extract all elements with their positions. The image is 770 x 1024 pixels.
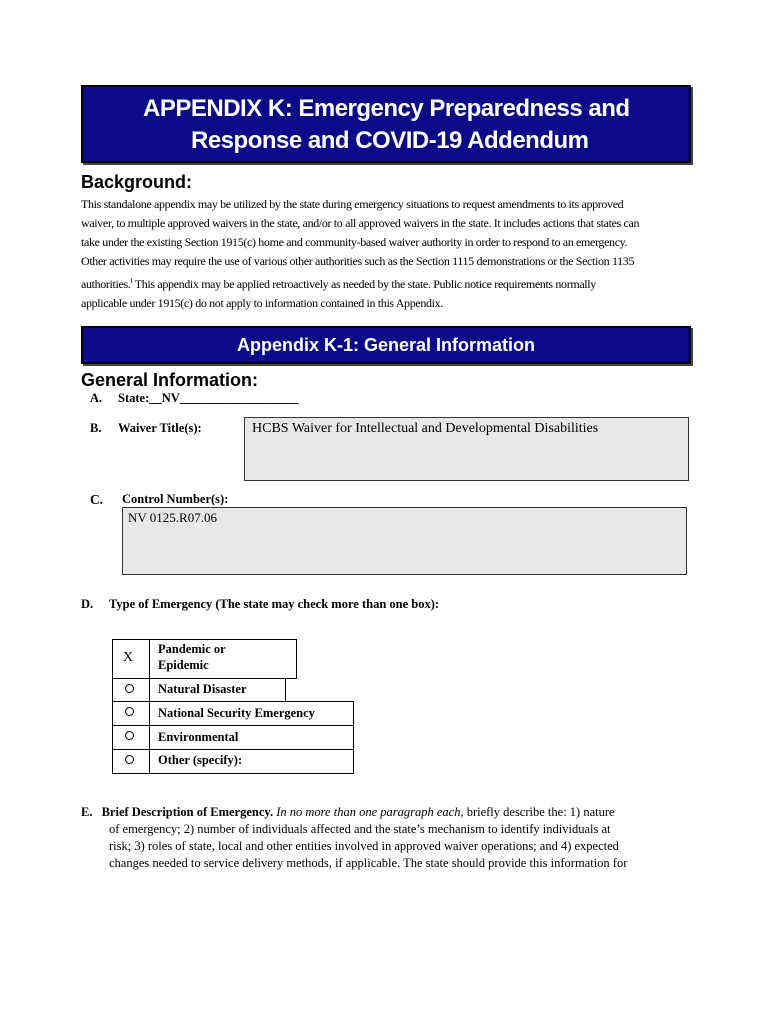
emergency-label-text: Pandemic or	[158, 642, 226, 656]
emergency-checkbox-national-security[interactable]	[112, 701, 150, 726]
emergency-checkbox-natural-disaster[interactable]	[112, 678, 150, 702]
control-number-value: NV 0125.R07.06	[128, 510, 217, 525]
footnote-marker[interactable]: i	[130, 276, 133, 285]
item-e-line: of emergency; 2) number of individuals affected and the state’s mechanism to identify individuals at	[109, 822, 611, 836]
background-line: Other activities may require the use of various other authorities such as the Section 1115 demonstrations or the Section 1135	[81, 254, 635, 268]
item-e-bold: Brief Description of Emergency.	[101, 805, 274, 819]
emergency-label-text: Natural Disaster	[158, 682, 247, 696]
item-c-label: C.	[90, 492, 104, 507]
background-line: take under the existing Section 1915(c) home and community-based waiver authority in order to respond to an emergency.	[81, 235, 628, 249]
emergency-label-pandemic	[149, 639, 297, 679]
item-e-label: E.	[81, 805, 93, 819]
item-e-line: risk; 3) roles of state, local and other entities involved in approved waiver operations; and 4) expected	[109, 839, 619, 853]
item-e-rest: , briefly describe the: 1) nature	[460, 805, 615, 819]
checkbox-mark: X	[123, 650, 134, 665]
emergency-label-national-security	[149, 701, 354, 726]
emergency-label-text: National Security Emergency	[158, 706, 315, 720]
background-line: This standalone appendix may be utilized by the state during emergency situations to request amendments to its approved	[81, 197, 624, 211]
background-line5-end: This appendix may be applied retroactively as needed by the state. Public notice requirements normally	[132, 277, 596, 291]
waiver-title-field[interactable]	[244, 417, 689, 481]
background-line5-start: authorities.	[81, 277, 131, 291]
background-line: waiver, to multiple approved waivers in the state, and/or to all approved waivers in the state. It includes actions that states can	[81, 216, 640, 230]
control-number-label: Control Number(s):	[122, 492, 229, 506]
item-e-line: changes needed to service delivery methods, if applicable. The state should provide this information for	[109, 856, 628, 870]
waiver-title-value: HCBS Waiver for Intellectual and Developmental Disabilities	[252, 421, 599, 436]
background-line: applicable under 1915(c) do not apply to information contained in this Appendix.	[81, 296, 443, 310]
emergency-checkbox-other[interactable]	[112, 749, 150, 774]
item-e-first-line	[81, 804, 701, 821]
general-info-heading: General Information:	[81, 370, 259, 390]
background-paragraph	[81, 195, 701, 313]
emergency-checkbox-pandemic[interactable]	[112, 639, 150, 679]
section-k1-banner	[81, 326, 691, 364]
emergency-label-text: Other (specify):	[158, 753, 243, 767]
radio-circle-icon	[125, 684, 134, 693]
emergency-label-environmental	[149, 725, 354, 750]
appendix-title-banner	[81, 85, 691, 163]
emergency-label-text: Epidemic	[158, 658, 209, 672]
emergency-label-natural-disaster	[149, 678, 286, 702]
state-field[interactable]: State:__NV___________________	[118, 391, 299, 405]
radio-circle-icon	[125, 755, 134, 764]
appendix-title-line2: Response and COVID-19 Addendum	[191, 127, 589, 154]
item-e-paragraph	[81, 804, 701, 872]
emergency-label-text: Environmental	[158, 730, 239, 744]
background-heading: Background:	[81, 172, 193, 192]
background-line	[81, 271, 701, 294]
radio-circle-icon	[125, 707, 134, 716]
control-number-field[interactable]	[122, 507, 687, 575]
appendix-title-line1: APPENDIX K: Emergency Preparedness and	[143, 95, 630, 122]
item-b-label: B.	[90, 421, 102, 435]
emergency-checkbox-environmental[interactable]	[112, 725, 150, 750]
waiver-title-label: Waiver Title(s):	[118, 421, 202, 435]
emergency-type-question: Type of Emergency (The state may check more than one box):	[109, 597, 440, 611]
item-e-italic: In no more than one paragraph each	[273, 805, 461, 819]
radio-circle-icon	[125, 731, 134, 740]
item-d-label: D.	[81, 597, 94, 611]
section-k1-title: Appendix K-1: General Information	[236, 335, 536, 355]
item-a-label: A.	[90, 391, 103, 405]
emergency-label-other	[149, 749, 354, 774]
